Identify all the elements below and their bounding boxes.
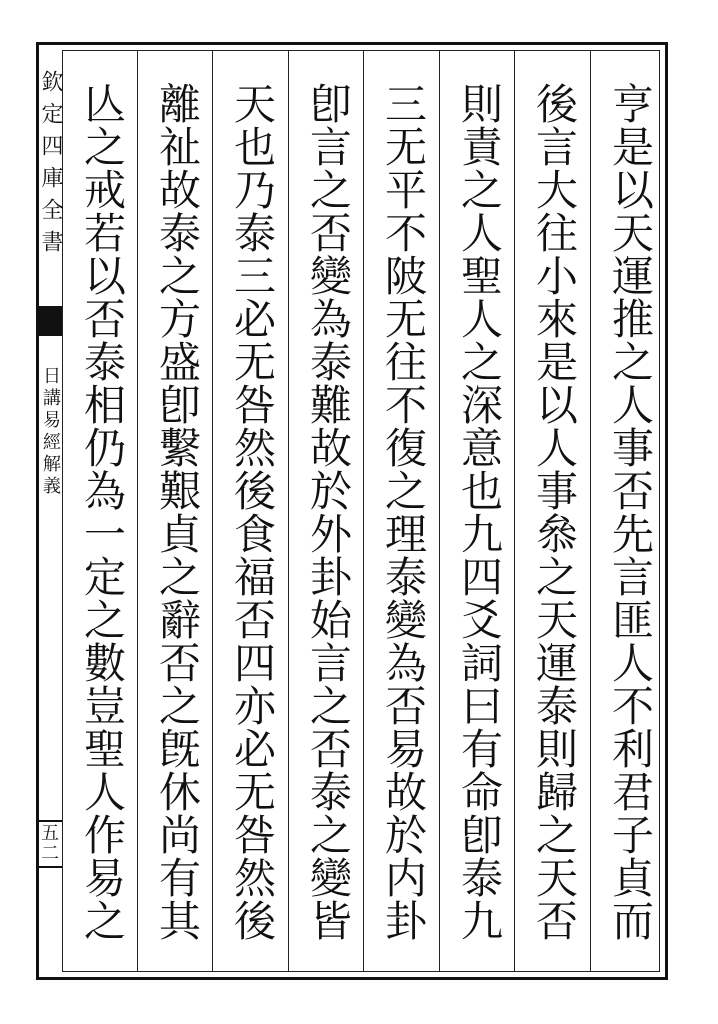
column-rule <box>590 50 591 972</box>
page-number: 五二 <box>38 820 62 868</box>
text-column-2: 後言大往小來是以人事叅之天運泰則歸之天否 <box>530 82 579 942</box>
book-title: 欽定四庫全書 <box>38 70 63 262</box>
column-rule <box>363 50 364 972</box>
text-column-7: 離祉故泰之方盛卽繫艱貞之辭否之旣休尚有其 <box>153 82 202 942</box>
text-column-1: 亨是以天運推之人事否先言匪人不利君子貞而 <box>606 82 655 942</box>
column-rule <box>137 50 138 972</box>
column-rule <box>212 50 213 972</box>
column-rule <box>514 50 515 972</box>
column-rule <box>288 50 289 972</box>
chapter-title: 日講易經解義 <box>40 366 61 498</box>
fishtail-mark <box>38 306 62 336</box>
text-column-4: 三无平不陂无往不復之理泰變為否易故於内卦 <box>379 82 428 942</box>
text-column-8: 亾之戒若以否泰相仍為一定之數豈聖人作易之 <box>78 82 127 942</box>
page-margin <box>38 52 62 972</box>
column-rule <box>439 50 440 972</box>
text-column-3: 則責之人聖人之深意也九四爻詞曰有命卽泰九 <box>455 82 504 942</box>
text-column-5: 卽言之否變為泰難故於外卦始言之否泰之變皆 <box>304 82 353 942</box>
text-column-6: 天也乃泰三必无咎然後食福否四亦必无咎然後 <box>228 82 277 942</box>
